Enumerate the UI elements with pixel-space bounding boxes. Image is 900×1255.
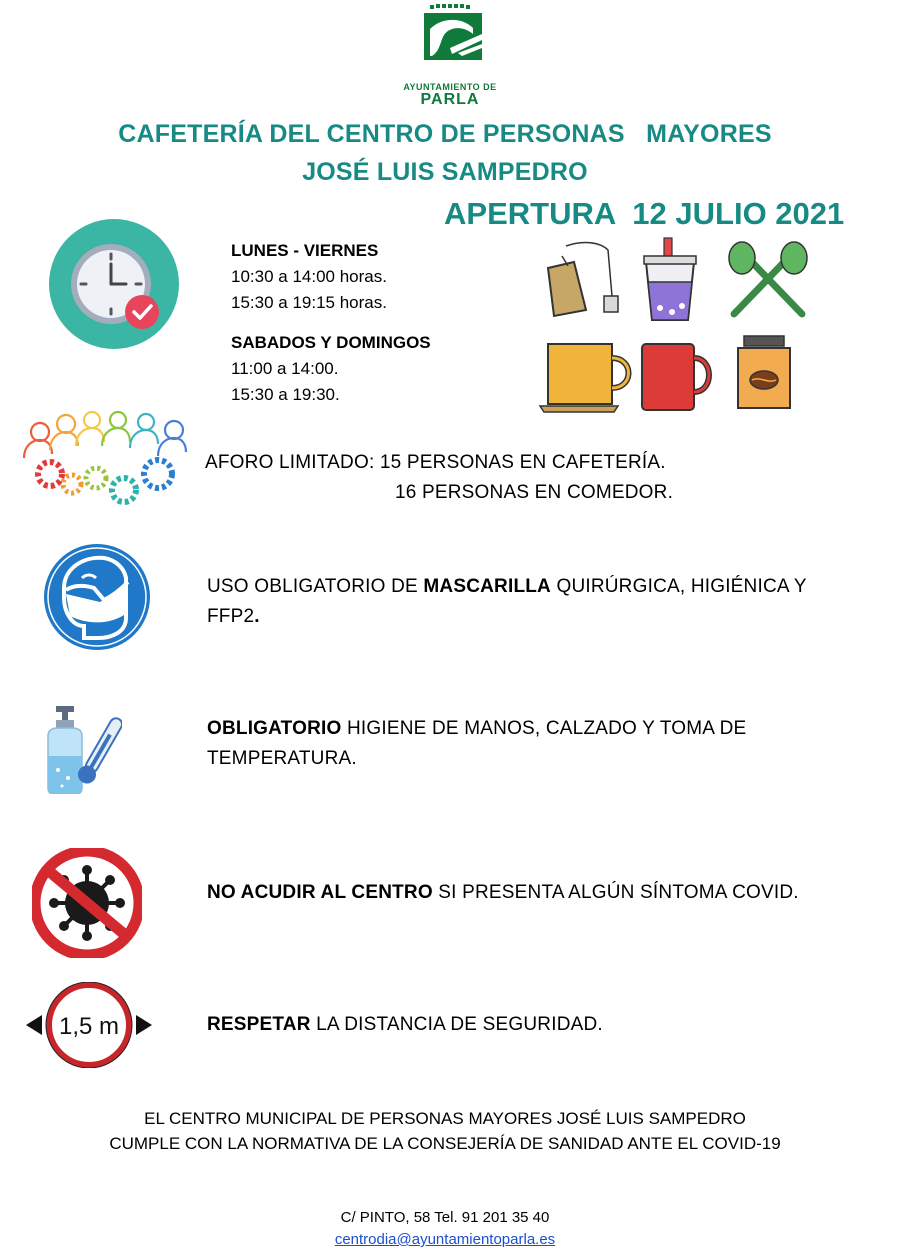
red-mug-icon: [642, 344, 709, 410]
footer-email-link[interactable]: centrodia@ayuntamientoparla.es: [334, 1231, 556, 1248]
mask-sign-icon: [42, 542, 152, 652]
logo-caption-line2: PARLA: [420, 91, 480, 108]
weekdays-slot2: 15:30 a 19:15 horas.: [231, 293, 387, 312]
sanitizer-thermometer-icon: [42, 706, 122, 794]
yellow-mug-icon: [540, 344, 629, 412]
hygiene-rule-bold: OBLIGATORIO: [207, 718, 342, 739]
footer-line1: EL CENTRO MUNICIPAL DE PERSONAS MAYORES JOSÉ LUIS SAMPEDRO: [144, 1109, 746, 1128]
hygiene-rule: [207, 714, 857, 774]
covid-rule: [207, 878, 799, 908]
weekdays-slot1: 10:30 a 14:00 horas.: [231, 267, 387, 286]
page-title-line2: JOSÉ LUIS SAMPEDRO: [302, 158, 588, 186]
logo-caption-line1: AYUNTAMIENTO DE: [403, 82, 497, 92]
weekend-slot2: 15:30 a 19:30.: [231, 385, 340, 404]
no-covid-sign-icon: [32, 848, 142, 958]
logo-caption: [392, 82, 508, 108]
page-title-line1: CAFETERÍA DEL CENTRO DE PERSONAS MAYORES: [118, 120, 772, 148]
covid-rule-bold: NO ACUDIR AL CENTRO: [207, 882, 433, 903]
hygiene-rule-line2: TEMPERATURA.: [207, 748, 357, 769]
schedule-weekend: [231, 330, 431, 408]
weekdays-label: LUNES - VIERNES: [231, 241, 379, 260]
coffee-jar-icon: [738, 336, 790, 408]
mask-rule-bold: MASCARILLA: [423, 576, 551, 597]
footer-line2: CUMPLE CON LA NORMATIVA DE LA CONSEJERÍA DE SANIDAD ANTE EL COVID-19: [109, 1134, 781, 1153]
mask-rule-line2: FFP2: [207, 606, 255, 627]
parla-emblem-icon: [400, 4, 500, 84]
tea-bag-icon: [548, 243, 618, 316]
weekend-label: SABADOS Y DOMINGOS: [231, 333, 431, 352]
capacity-line2: 16 PERSONAS EN COMEDOR.: [395, 482, 674, 503]
distance-rule: [207, 1010, 603, 1040]
distance-rule-bold: RESPETAR: [207, 1014, 311, 1035]
distance-sign-icon: [26, 982, 152, 1068]
capacity-line1: AFORO LIMITADO: 15 PERSONAS EN CAFETERÍA.: [205, 452, 666, 473]
opening-date: APERTURA 12 JULIO 2021: [444, 196, 845, 231]
footer-address: C/ PINTO, 58 Tel. 91 201 35 40: [340, 1209, 550, 1226]
clock-icon: [48, 218, 180, 350]
mask-rule: [207, 572, 857, 632]
weekend-slot1: 11:00 a 14:00.: [231, 359, 339, 378]
footer-email-wrap: [0, 1227, 890, 1252]
mask-rule-pre: USO OBLIGATORIO DE: [207, 576, 424, 597]
crossed-spoons-icon: [729, 242, 807, 314]
bubble-tea-icon: [644, 238, 696, 320]
schedule-weekdays: [231, 238, 387, 316]
hygiene-rule-post: HIGIENE DE MANOS, CALZADO Y TOMA DE: [341, 718, 747, 739]
distance-sign-label: 1,5 m: [58, 1013, 120, 1040]
distance-rule-post: LA DISTANCIA DE SEGURIDAD.: [310, 1014, 603, 1035]
mask-rule-line2-bold: .: [254, 606, 260, 627]
cafe-illustrations: [538, 236, 818, 416]
covid-rule-post: SI PRESENTA ALGÚN SÍNTOMA COVID.: [432, 882, 799, 903]
people-gears-icon: [18, 410, 190, 510]
mask-rule-post: QUIRÚRGICA, HIGIÉNICA Y: [550, 576, 807, 597]
